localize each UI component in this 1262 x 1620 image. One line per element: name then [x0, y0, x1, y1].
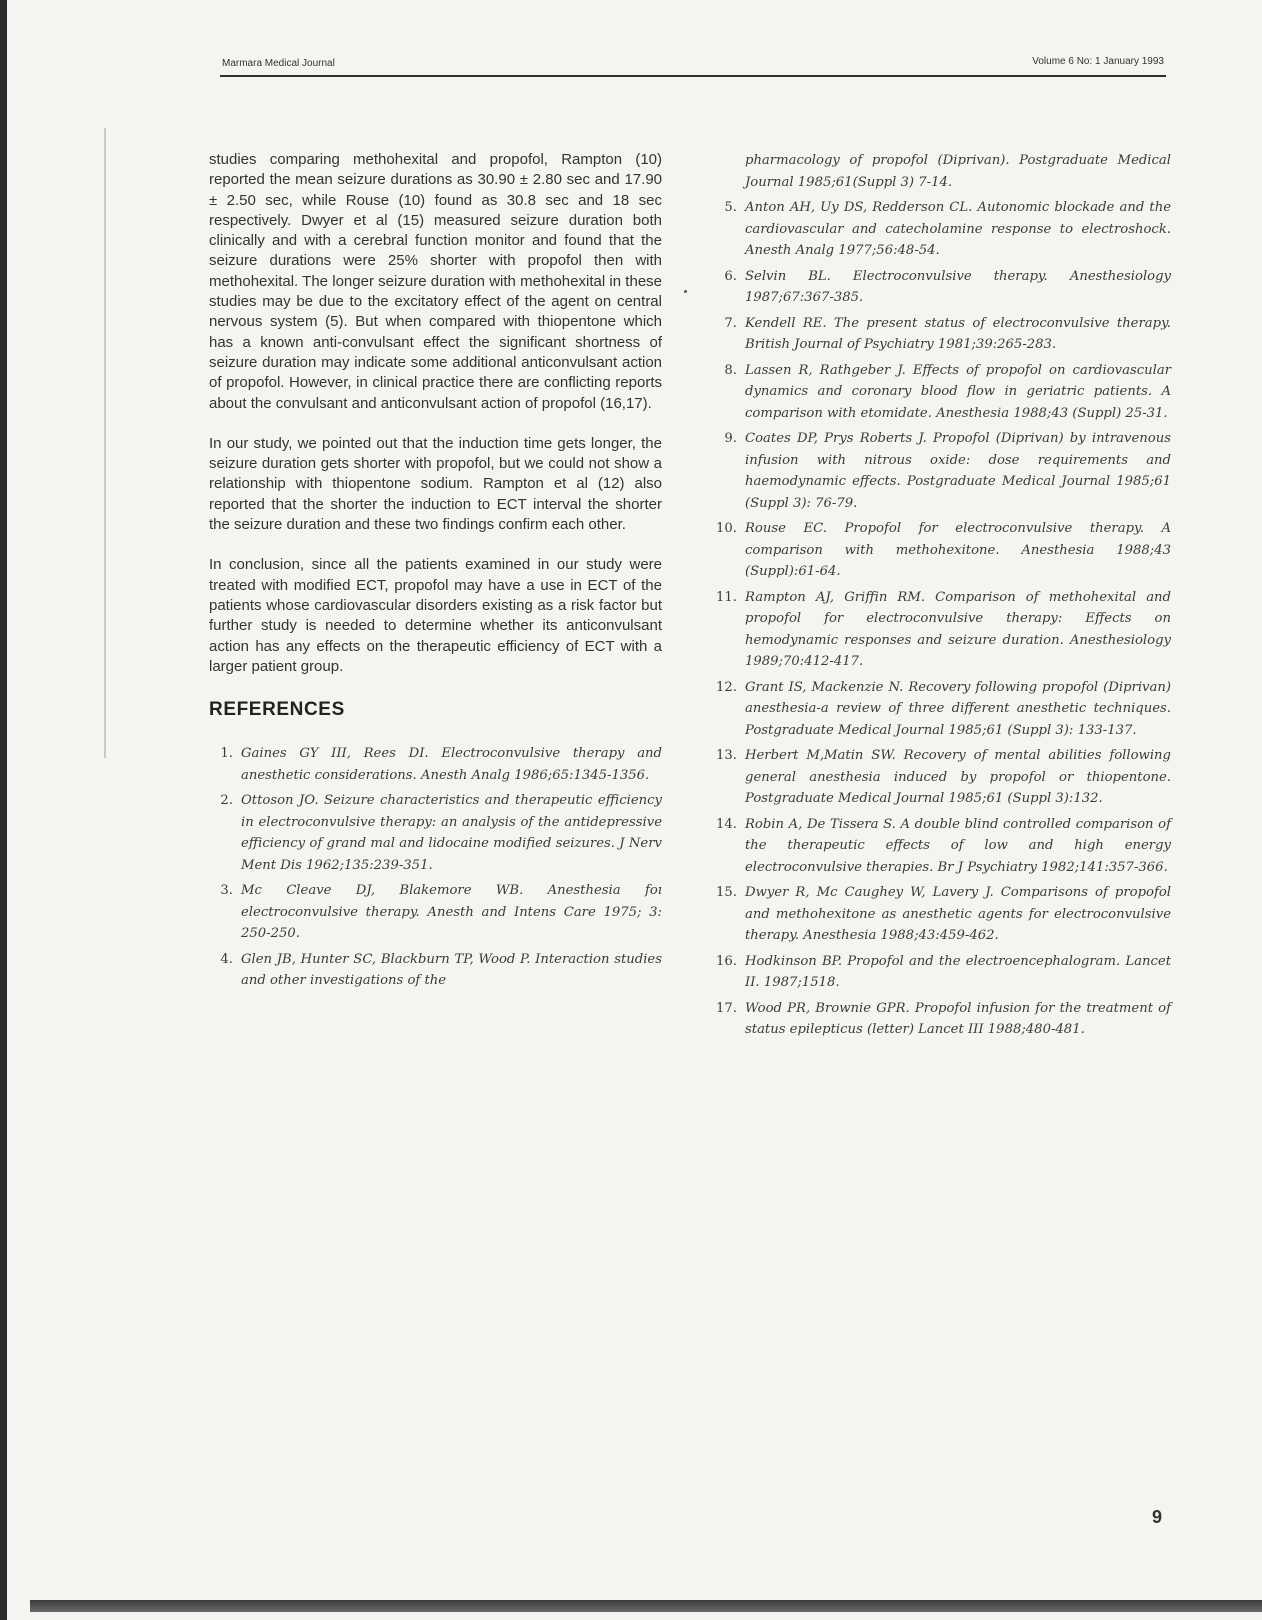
- reference-number: 9.: [724, 431, 737, 446]
- reference-item: [209, 880, 662, 945]
- body-paragraph: In our study, we pointed out that the induction time gets longer, the seizure duration gets shorter with propofol, but we could not show a relationship with thiopentone sodium. Rampton et al (12) also reported that the shorter the induction to ECT interval the shorter the seizure duration and these two findings confirm each other.: [209, 434, 662, 534]
- reference-text: Kendell RE. The present status of electroconvulsive therapy. British Journal of Psychiatry 1981;39:265-283.: [745, 315, 1171, 352]
- reference-text: Glen JB, Hunter SC, Blackburn TP, Wood P. Interaction studies and other investigations of the: [241, 951, 662, 989]
- reference-continuation: pharmacology of propofol (Diprivan). Postgraduate Medical Journal 1985;61(Suppl 3) 7-14.: [745, 153, 1171, 190]
- reference-item: [209, 949, 662, 992]
- reference-number: 14.: [716, 816, 737, 832]
- reference-number: 16.: [716, 953, 737, 969]
- reference-text: Hodkinson BP. Propofol and the electroencephalogram. Lancet II. 1987;1518.: [745, 953, 1171, 990]
- reference-number: 15.: [716, 885, 737, 900]
- reference-item: [209, 743, 662, 786]
- reference-list-left: [209, 743, 662, 992]
- reference-number: 1.: [220, 746, 233, 762]
- left-column: [209, 150, 662, 996]
- reference-number: 4.: [220, 951, 233, 967]
- reference-item: [713, 677, 1171, 742]
- journal-name: Marmara Medical Journal: [222, 58, 335, 69]
- reference-number: 3.: [220, 883, 233, 899]
- margin-mark: [104, 128, 106, 758]
- header-rule: [220, 75, 1166, 77]
- reference-number: 2.: [220, 793, 233, 809]
- reference-text: Coates DP, Prys Roberts J. Propofol (Diprivan) by intravenous infusion with nitrous oxide: dose requirements and haemodynamic effects. Postgraduate Medical Journal 1985;61 (Suppl 3): 76-79.: [745, 431, 1171, 511]
- reference-text: Robin A, De Tissera S. A double blind controlled comparison of the therapeutic effects of low and high energy electroconvulsive therapies. Br J Psychiatry 1982;141:357-366.: [745, 816, 1171, 875]
- reference-text: Rampton AJ, Griffin RM. Comparison of methohexital and propofol for electroconvulsive therapy: Effects on hemodynamic responses and seizure duration. Anesthesiology 1989;70:412-417.: [745, 589, 1171, 669]
- reference-item: [713, 428, 1171, 514]
- reference-item: [713, 814, 1171, 879]
- references-heading: REFERENCES: [209, 699, 345, 721]
- running-header: [222, 56, 1164, 74]
- reference-text: Ottoson JO. Seizure characteristics and therapeutic efficiency in electroconvulsive therapy: an analysis of the antidepressive efficiency of grand mal and lidocaine modified seizures. J Nerv Ment Dis 1962;135:239-351.: [241, 793, 662, 873]
- reference-number: 11.: [716, 589, 737, 605]
- reference-item: [713, 518, 1171, 583]
- reference-item: [209, 790, 662, 876]
- reference-text: Grant IS, Mackenzie N. Recovery following propofol (Diprivan) anesthesia-a review of three different anesthetic techniques. Postgraduate Medical Journal 1985;61 (Suppl 3): 133-137.: [745, 679, 1171, 738]
- reference-number: 5.: [724, 200, 737, 215]
- reference-item: [713, 745, 1171, 810]
- reference-text: Wood PR, Brownie GPR. Propofol infusion for the treatment of status epilepticus (letter) Lancet III 1988;480-481.: [745, 1000, 1171, 1037]
- reference-text: Gaines GY III, Rees DI. Electroconvulsive therapy and anesthetic considerations. Anesth Analg 1986;65:1345-1356.: [241, 746, 662, 783]
- body-paragraph: studies comparing methohexital and propofol, Rampton (10) reported the mean seizure durations as 30.90 ± 2.80 sec and 17.90 ± 2.50 sec, while Rouse (10) found as 30.8 sec and 18 sec respectively. Dwyer et al (15) measured seizure duration both clinically and with a cerebral function monitor and found that the seizure durations were 25% shorter with propofol then with methohexital. The longer seizure duration with methohexital in these studies may be due to the excitatory effect of the agent on central nervous system (5). But when compared with thiopentone which has a known anti-convulsant effect the significant shortness of seizure duration may indicate some additional anticonvulsant action of propofol. However, in clinical practice there are conflicting reports about the convulsant and anticonvulsant action of propofol (16,17).: [209, 151, 662, 412]
- scan-edge-left: [0, 0, 7, 1620]
- reference-item: [713, 587, 1171, 673]
- reference-number: 17.: [716, 1000, 737, 1016]
- issue-info: Volume 6 No: 1 January 1993: [1032, 56, 1164, 67]
- reference-text: Mc Cleave DJ, Blakemore WB. Anesthesia foı electroconvulsive therapy. Anesth and Intens Care 1975; 3: 250-250.: [241, 883, 662, 942]
- reference-item: [713, 313, 1171, 356]
- reference-text: Selvin BL. Electroconvulsive therapy. Anesthesiology 1987;67:367-385.: [745, 268, 1171, 305]
- reference-text: Anton AH, Uy DS, Redderson CL. Autonomic blockade and the cardiovascular and catecholamine response to electroshock. Anesth Analg 1977;56:48-54.: [745, 200, 1171, 258]
- reference-item: [713, 360, 1171, 425]
- reference-item: [713, 882, 1171, 947]
- reference-text: Lassen R, Rathgeber J. Effects of propofol on cardiovascular dynamics and coronary blood flow in geriatric patients. A comparison with etomidate. Anesthesia 1988;43 (Suppl) 25-31.: [745, 362, 1171, 421]
- reference-number: 13.: [716, 748, 737, 763]
- stray-dot: [684, 290, 687, 293]
- reference-number: 10.: [716, 521, 737, 536]
- reference-item: [713, 197, 1171, 262]
- reference-item: [713, 266, 1171, 309]
- page-number: 9: [1152, 1507, 1163, 1527]
- reference-item: [713, 951, 1171, 994]
- reference-text: Dwyer R, Mc Caughey W, Lavery J. Comparisons of propofol and methohexitone as anesthetic agents for electroconvulsive therapy. Anesthesia 1988;43:459-462.: [745, 885, 1171, 943]
- reference-number: 6.: [724, 268, 737, 284]
- reference-number: 7.: [724, 315, 737, 331]
- reference-number: 8.: [724, 362, 737, 378]
- right-column: [713, 150, 1171, 1045]
- reference-number: 12.: [716, 679, 737, 695]
- reference-text: Herbert M,Matin SW. Recovery of mental abilities following general anesthesia induced by propofol or thiopentone. Postgraduate Medical Journal 1985;61 (Suppl 3):132.: [745, 748, 1171, 806]
- reference-text: Rouse EC. Propofol for electroconvulsive therapy. A comparison with methohexitone. Anesthesia 1988;43 (Suppl):61-64.: [745, 521, 1171, 579]
- scan-edge-bottom: [30, 1600, 1262, 1612]
- reference-item: [713, 998, 1171, 1041]
- body-paragraph: In conclusion, since all the patients examined in our study were treated with modified ECT, propofol may have a use in ECT of the patients whose cardiovascular disorders existing as a risk factor but further study is needed to determine whether its anticonvulsant action has any effects on the therapeutic efficiency of ECT with a larger patient group.: [209, 556, 662, 675]
